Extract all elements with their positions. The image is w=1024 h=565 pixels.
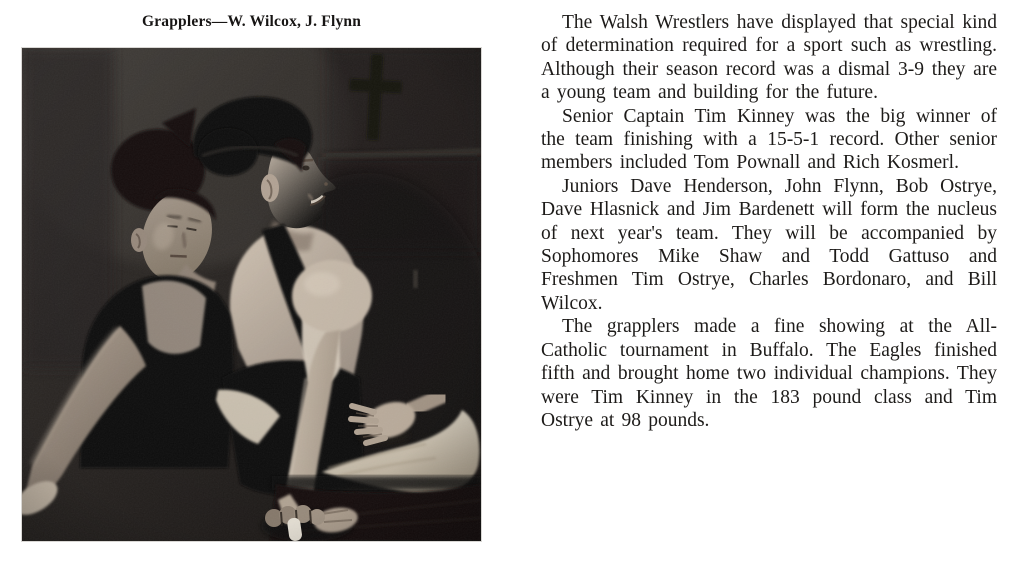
article-column (541, 11, 997, 432)
article-paragraph-2: Senior Captain Tim Kinney was the big winner of the team finishing with a 15-5-1 record. Other senior members included Tom Pownall and Rich Kosmerl. (541, 105, 997, 174)
article-paragraph-1: The Walsh Wrestlers have displayed that special kind of determination required for a sport such as wrestling. Although their season record was a dismal 3-9 they are a young team and building for the future. (541, 12, 997, 104)
wrestlers-photo (22, 48, 481, 541)
wrestlers-photo-illustration (22, 48, 481, 541)
photo-grain (22, 48, 481, 541)
article-paragraph-3: Juniors Dave Henderson, John Flynn, Bob Ostrye, Dave Hlasnick and Jim Bardenett will form the nucleus of next year's team. They will be accompanied by Sophomores Mike Shaw and Todd Gattuso and Freshmen Tim Ostrye, Charles Bordonaro, and Bill Wilcox. (541, 175, 997, 314)
article-paragraph-4: The grapplers made a fine showing at the All-Catholic tournament in Buffalo. The Eagles finished fifth and brought home two individual champions. They were Tim Kinney in the 183 pound class and Tim Ostrye at 98 pounds. (541, 316, 997, 431)
photo-caption: Grapplers—W. Wilcox, J. Flynn (141, 13, 362, 30)
